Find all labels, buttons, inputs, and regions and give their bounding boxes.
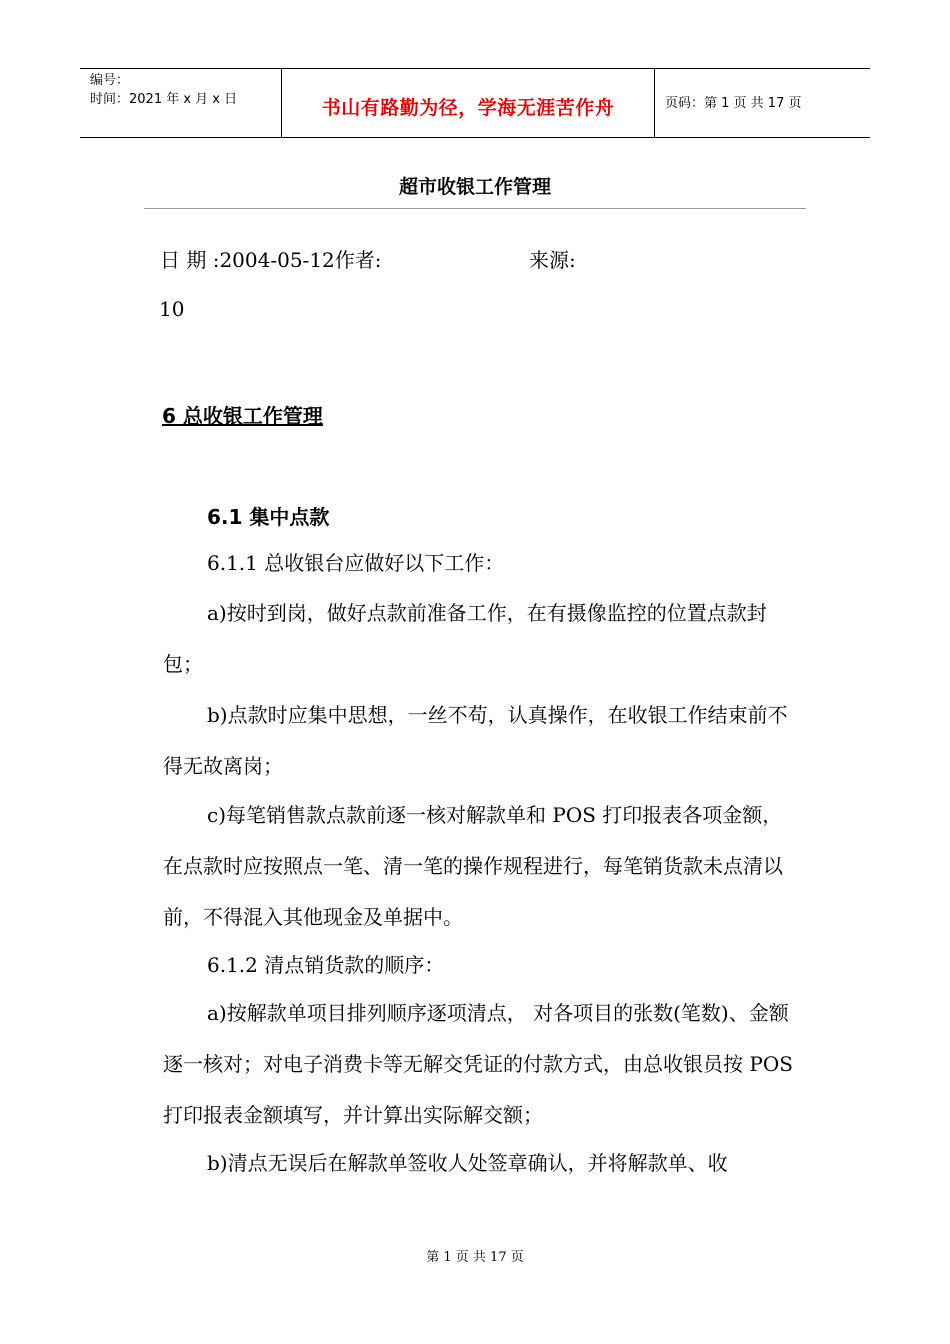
paragraph (163, 588, 793, 690)
paragraph (163, 790, 793, 943)
paragraph-text: c)每笔销售款点款前逐一核对解款单和 POS 打印报表各项金额，在点款时应按照点一笔、清一笔的操作规程进行，每笔销货款未点清以前，不得混入其他现金及单据中。 (163, 803, 783, 929)
header-motto: 书山有路勤为径，学海无涯苦作舟 (321, 97, 615, 119)
paragraph (163, 940, 793, 991)
paragraph (163, 1138, 793, 1189)
header-right-cell (655, 69, 870, 137)
paragraph-text: b)清点无误后在解款单签收人处签章确认，并将解款单、收 (207, 1151, 728, 1175)
date-label: 时间：2021 年 x 月 x 日 (90, 92, 238, 107)
header-table (80, 68, 870, 138)
meta-source: 来源: (529, 248, 576, 272)
page-info: 页码：第 1 页 共 17 页 (665, 96, 802, 111)
meta-date-author: 日 期 :2004-05-12作者: (160, 248, 382, 272)
serial-label: 编号： (90, 73, 130, 88)
meta-line-2: 10 (159, 297, 185, 321)
paragraph-text: a)按时到岗，做好点款前准备工作，在有摄像监控的位置点款封包； (163, 601, 767, 676)
page-footer: 第 1 页 共 17 页 (426, 1250, 524, 1265)
header-left-cell (80, 69, 282, 137)
subsection-heading: 6.1 集中点款 (207, 505, 330, 529)
paragraph-text: a)按解款单项目排列顺序逐项清点， 对各项目的张数(笔数)、金额逐一核对；对电子消费卡等无解交凭证的付款方式，由总收银员按 POS 打印报表金额填写，并计算出实际解交额； (163, 1001, 793, 1127)
paragraph (163, 690, 793, 792)
document-title: 超市收银工作管理 (398, 176, 551, 198)
header-middle-cell (282, 69, 655, 137)
paragraph-text: 6.1.1 总收银台应做好以下工作： (207, 551, 505, 575)
paragraph (163, 988, 793, 1141)
title-divider (144, 208, 806, 209)
paragraph-text: b)点款时应集中思想，一丝不苟，认真操作，在收银工作结束前不得无故离岗； (163, 703, 788, 778)
paragraph-text: 6.1.2 清点销货款的顺序： (207, 953, 445, 977)
paragraph (163, 538, 793, 589)
section-heading: 6 总收银工作管理 (162, 404, 323, 428)
